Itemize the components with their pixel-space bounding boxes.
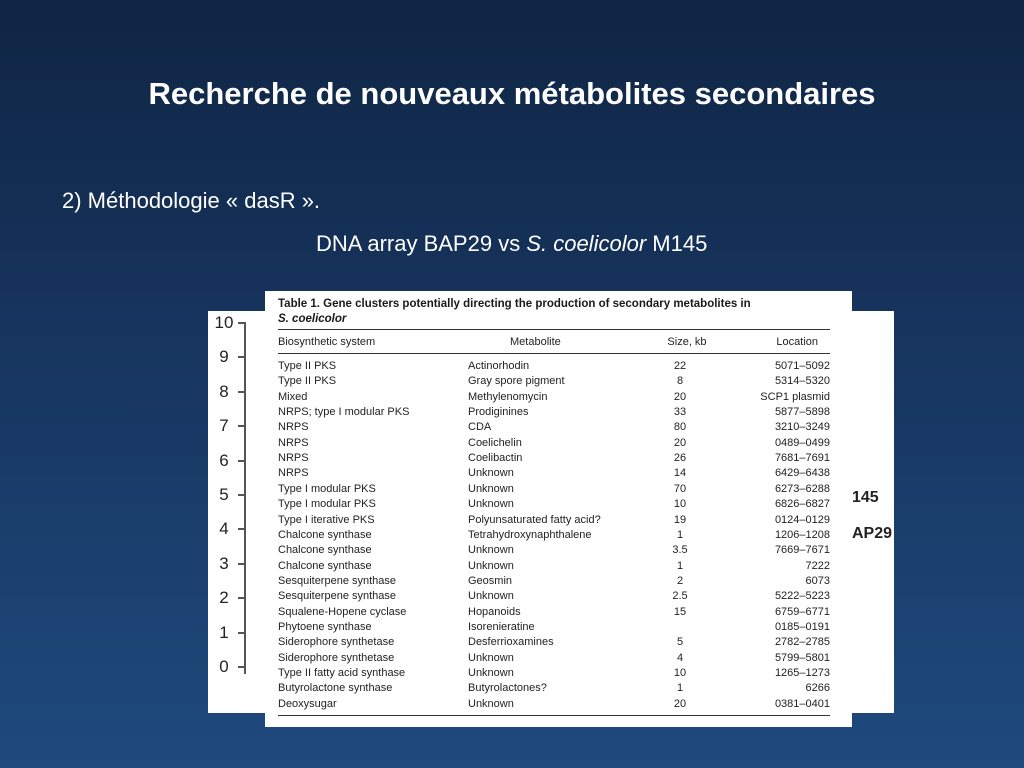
y-tick-label: 4 xyxy=(219,519,229,539)
table-caption-main: Table 1. Gene clusters potentially directing the production of secondary metabolites in xyxy=(278,298,751,310)
chart-y-axis xyxy=(244,322,246,674)
y-tick-label: 1 xyxy=(219,622,229,642)
header-location: Location xyxy=(776,336,818,348)
cell-system: NRPS xyxy=(278,421,309,434)
cell-system: Butyrolactone synthase xyxy=(278,682,393,695)
y-tick-label: 0 xyxy=(219,657,229,676)
y-tick-mark xyxy=(238,494,246,496)
cell-metabolite: Prodiginines xyxy=(468,406,529,419)
cell-system: Type I iterative PKS xyxy=(278,513,375,526)
y-tick-mark xyxy=(238,356,246,358)
y-tick-label: 3 xyxy=(219,553,229,573)
cell-metabolite: Methylenomycin xyxy=(468,390,548,403)
cell-location: 6273–6288 xyxy=(774,482,830,495)
cell-location: 6073 xyxy=(805,574,830,587)
cell-location: 2782–2785 xyxy=(774,636,830,649)
chart-legend-snippet-m145: 145 xyxy=(852,489,879,506)
cell-size: 20 xyxy=(673,436,687,449)
cell-system: Type II fatty acid synthase xyxy=(278,667,406,679)
cell-size: 1 xyxy=(676,528,684,541)
cell-system: Chalcone synthase xyxy=(278,528,372,541)
cell-system: Mixed xyxy=(278,390,308,403)
cell-metabolite: Tetrahydroxynaphthalene xyxy=(468,528,592,541)
cell-size: 19 xyxy=(673,513,687,526)
cell-size: 4 xyxy=(676,651,684,664)
cell-system: Type I modular PKS xyxy=(278,482,376,495)
cell-location: 6266 xyxy=(805,682,830,695)
cell-size: 2 xyxy=(676,574,684,587)
cell-location: 7681–7691 xyxy=(774,452,830,465)
cell-system: Phytoene synthase xyxy=(278,620,372,633)
cell-metabolite: Unknown xyxy=(468,467,514,480)
y-tick-label: 7 xyxy=(219,416,229,436)
table-header-rule xyxy=(278,353,830,354)
cell-system: Sesquiterpene synthase xyxy=(278,574,397,587)
cell-location: SCP1 plasmid xyxy=(760,390,830,403)
cell-metabolite: Gray spore pigment xyxy=(468,375,565,388)
y-tick-mark xyxy=(238,391,246,393)
y-tick-mark xyxy=(238,597,246,599)
cell-size: 3.5 xyxy=(672,544,688,557)
cell-location: 1265–1273 xyxy=(774,667,830,679)
cell-metabolite: Unknown xyxy=(468,697,514,710)
cell-system: Chalcone synthase xyxy=(278,559,372,572)
slide-title: Recherche de nouveaux métabolites secondaires xyxy=(148,76,876,111)
cell-metabolite: Unknown xyxy=(468,559,514,572)
cell-system: Type II PKS xyxy=(278,360,337,372)
cell-location: 3210–3249 xyxy=(774,421,830,434)
gene-cluster-table xyxy=(265,291,852,727)
cell-system: Deoxysugar xyxy=(278,697,337,710)
y-tick-mark xyxy=(238,322,246,324)
cell-metabolite: Coelichelin xyxy=(468,436,522,449)
cell-location: 6429–6438 xyxy=(774,467,830,480)
cell-metabolite: Polyunsaturated fatty acid? xyxy=(468,513,601,526)
cell-size: 1 xyxy=(676,559,684,572)
cell-system: NRPS xyxy=(278,452,309,465)
cell-location: 1206–1208 xyxy=(774,528,830,541)
subtitle-species: S. coelicolor xyxy=(526,231,647,256)
cell-metabolite: Coelibactin xyxy=(468,452,523,465)
cell-system: NRPS; type I modular PKS xyxy=(278,406,410,419)
cell-size: 10 xyxy=(673,498,687,511)
cell-size: 33 xyxy=(673,406,687,419)
table-caption xyxy=(278,297,838,327)
cell-metabolite: Unknown xyxy=(468,544,514,557)
y-tick-mark xyxy=(238,528,246,530)
cell-location: 6826–6827 xyxy=(774,498,830,511)
y-tick-mark xyxy=(238,563,246,565)
cell-location: 5799–5801 xyxy=(774,651,830,664)
header-biosynthetic-system: Biosynthetic system xyxy=(278,336,376,348)
cell-metabolite: Unknown xyxy=(468,667,514,679)
cell-size: 80 xyxy=(673,421,687,434)
cell-metabolite: Desferrioxamines xyxy=(468,636,554,649)
cell-size: 20 xyxy=(673,390,687,403)
cell-metabolite: Unknown xyxy=(468,590,514,603)
chart-legend-snippet-bap29: AP29 xyxy=(852,525,893,542)
cell-location: 5314–5320 xyxy=(774,375,830,388)
cell-metabolite: Unknown xyxy=(468,482,514,495)
y-tick-label: 6 xyxy=(219,450,229,470)
y-tick-label: 5 xyxy=(219,485,229,504)
header-metabolite: Metabolite xyxy=(510,336,561,348)
cell-system: Sesquiterpene synthase xyxy=(278,590,397,603)
cell-location: 0381–0401 xyxy=(774,697,830,710)
subtitle-prefix: DNA array BAP29 vs xyxy=(316,231,527,256)
cell-size: 1 xyxy=(676,682,684,695)
y-tick-label: 2 xyxy=(219,588,229,608)
y-tick-mark xyxy=(238,460,246,462)
cell-system: Type II PKS xyxy=(278,375,337,388)
cell-metabolite: Actinorhodin xyxy=(468,360,530,372)
cell-system: NRPS xyxy=(278,467,309,480)
cell-system: Chalcone synthase xyxy=(278,544,372,557)
cell-metabolite: Unknown xyxy=(468,651,514,664)
cell-size: 70 xyxy=(673,482,687,495)
cell-size: 5 xyxy=(676,636,684,649)
cell-system: Type I modular PKS xyxy=(278,498,376,511)
cell-location: 5222–5223 xyxy=(774,590,830,603)
header-size: Size, kb xyxy=(667,336,707,348)
y-tick-label: 10 xyxy=(214,313,234,332)
cell-metabolite: Unknown xyxy=(468,498,514,511)
dna-array-subtitle xyxy=(316,231,707,257)
cell-size: 26 xyxy=(673,452,687,465)
table-top-rule xyxy=(278,329,830,330)
cell-size: 10 xyxy=(673,667,687,679)
cell-system: NRPS xyxy=(278,436,309,449)
y-tick-mark xyxy=(238,666,246,668)
cell-metabolite: Isorenieratine xyxy=(468,620,535,633)
table-bottom-rule xyxy=(278,715,830,716)
cell-size: 20 xyxy=(673,697,687,710)
y-tick-mark xyxy=(238,632,246,634)
cell-size: 22 xyxy=(673,360,687,372)
cell-system: Siderophore synthetase xyxy=(278,636,395,649)
cell-system: Squalene-Hopene cyclase xyxy=(278,605,407,618)
cell-metabolite: Butyrolactones? xyxy=(468,682,547,695)
y-tick-label: 8 xyxy=(219,381,229,401)
cell-location: 6759–6771 xyxy=(774,605,830,618)
cell-metabolite: Hopanoids xyxy=(468,605,521,618)
methodology-bullet: 2) Méthodologie « dasR ». xyxy=(62,188,321,213)
cell-location: 0124–0129 xyxy=(774,513,830,526)
cell-location: 7222 xyxy=(805,559,830,572)
table-caption-species: S. coelicolor xyxy=(278,313,347,325)
y-tick-label: 9 xyxy=(219,347,229,367)
cell-location: 5877–5898 xyxy=(774,406,830,419)
cell-location: 0489–0499 xyxy=(774,436,830,449)
cell-location: 7669–7671 xyxy=(774,544,830,557)
cell-metabolite: CDA xyxy=(468,421,492,434)
cell-size: 2.5 xyxy=(672,590,688,603)
cell-location: 0185–0191 xyxy=(774,620,830,633)
y-tick-mark xyxy=(238,425,246,427)
cell-size: 15 xyxy=(673,605,687,618)
cell-metabolite: Geosmin xyxy=(468,574,513,587)
cell-location: 5071–5092 xyxy=(774,360,830,372)
cell-size: 8 xyxy=(676,375,684,388)
subtitle-suffix: M145 xyxy=(646,231,708,256)
cell-size: 14 xyxy=(673,467,687,480)
cell-system: Siderophore synthetase xyxy=(278,651,395,664)
